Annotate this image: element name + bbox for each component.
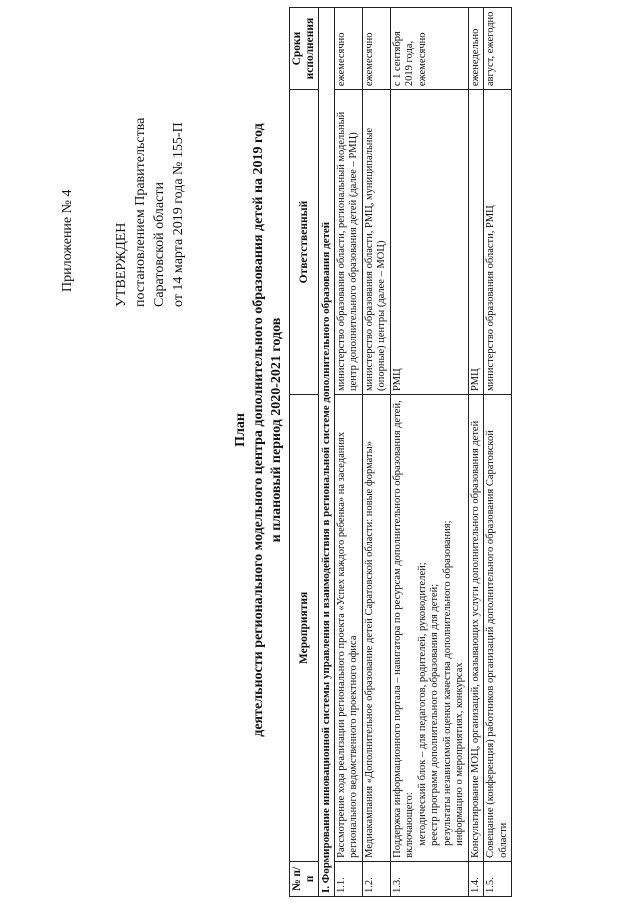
row-num: 1.1.	[334, 861, 362, 896]
row-activity	[334, 395, 362, 862]
table-row	[362, 8, 390, 897]
row-responsible: министерство образования области, РМЦ, муниципальные (опорные) центры (далее – МОЦ)	[362, 90, 390, 395]
header-num: № п/п	[290, 861, 319, 896]
row-responsible: РМЦ	[390, 90, 468, 395]
activity-line: информацию о мероприятиях, конкурсах	[454, 662, 465, 846]
row-term: ежемесячно	[362, 8, 390, 90]
activity-line: реестр программ дополнительного образования для детей;	[429, 583, 440, 846]
row-term: с 1 сентября 2019 года, ежемесячно	[390, 8, 468, 90]
activity-line: результаты независимой оценки качества дополнительного образования;	[441, 520, 453, 846]
table-row	[484, 8, 512, 897]
row-activity	[362, 395, 390, 862]
table-row	[334, 8, 362, 897]
approval-line: от 14 марта 2019 года № 155-П	[171, 122, 186, 307]
approval-line: УТВЕРЖДЕН	[114, 222, 129, 307]
row-responsible: РМЦ	[468, 90, 484, 395]
header-responsible: Ответственный	[290, 90, 319, 395]
activity-line: Рассмотрение хода реализации регионального проекта «Успех каждого ребенка» на заседаниях регионального ведомственного проектного офиса	[335, 431, 359, 858]
header-activity: Мероприятия	[290, 395, 319, 862]
activity-line: Совещание (конференция) работников организаций дополнительного образования Саратовской области	[485, 430, 509, 858]
table-row	[468, 8, 484, 897]
row-num: 1.2.	[362, 861, 390, 896]
row-activity	[390, 395, 468, 862]
row-num: 1.4.	[468, 861, 484, 896]
table-header-row	[290, 8, 319, 897]
section-title: I. Формирование инновационной системы управления и взаимодействия в региональной системе дополнительного образования детей	[319, 8, 335, 897]
annex-label: Приложение № 4	[60, 189, 75, 292]
activity-line: методический блок – для педагогов, родителей, руководителей;	[416, 562, 428, 846]
plan-table	[289, 7, 512, 897]
section-row	[319, 8, 335, 897]
row-num: 1.5.	[484, 861, 512, 896]
row-activity	[484, 395, 512, 862]
row-activity	[468, 395, 484, 862]
activity-line: Консультирование МОЦ, организаций, оказывающих услуги дополнительного образования детей	[469, 420, 481, 858]
title-line: и плановый период 2020-2021 годов	[269, 317, 284, 543]
row-term: август, ежегодно	[484, 8, 512, 90]
title-line: План	[233, 413, 248, 447]
activity-line: Медиакампания «Дополнительное образование детей Саратовской области: новые форматы»	[363, 441, 375, 858]
approval-stamp-text	[112, 118, 188, 307]
header-term: Сроки исполнения	[290, 8, 319, 90]
approval-line: Саратовской области	[152, 182, 167, 307]
row-term: ежемесячно	[334, 8, 362, 90]
row-num: 1.3.	[390, 861, 468, 896]
table-row	[390, 8, 468, 897]
activity-line: Поддержка информационного портала – навигатора по ресурсам дополнительного образования детей, включающего:	[391, 400, 415, 858]
document-title	[232, 35, 286, 825]
row-term: еженедельно	[468, 8, 484, 90]
title-line: деятельности регионального модельного центра дополнительного образования детей на 2019 год	[251, 123, 266, 737]
row-responsible: министерство образования области, РМЦ	[484, 90, 512, 395]
row-responsible: министерство образования области, региональный модельный центр дополнительного образования детей (далее – РМЦ)	[334, 90, 362, 395]
approval-line: постановлением Правительства	[133, 117, 148, 307]
